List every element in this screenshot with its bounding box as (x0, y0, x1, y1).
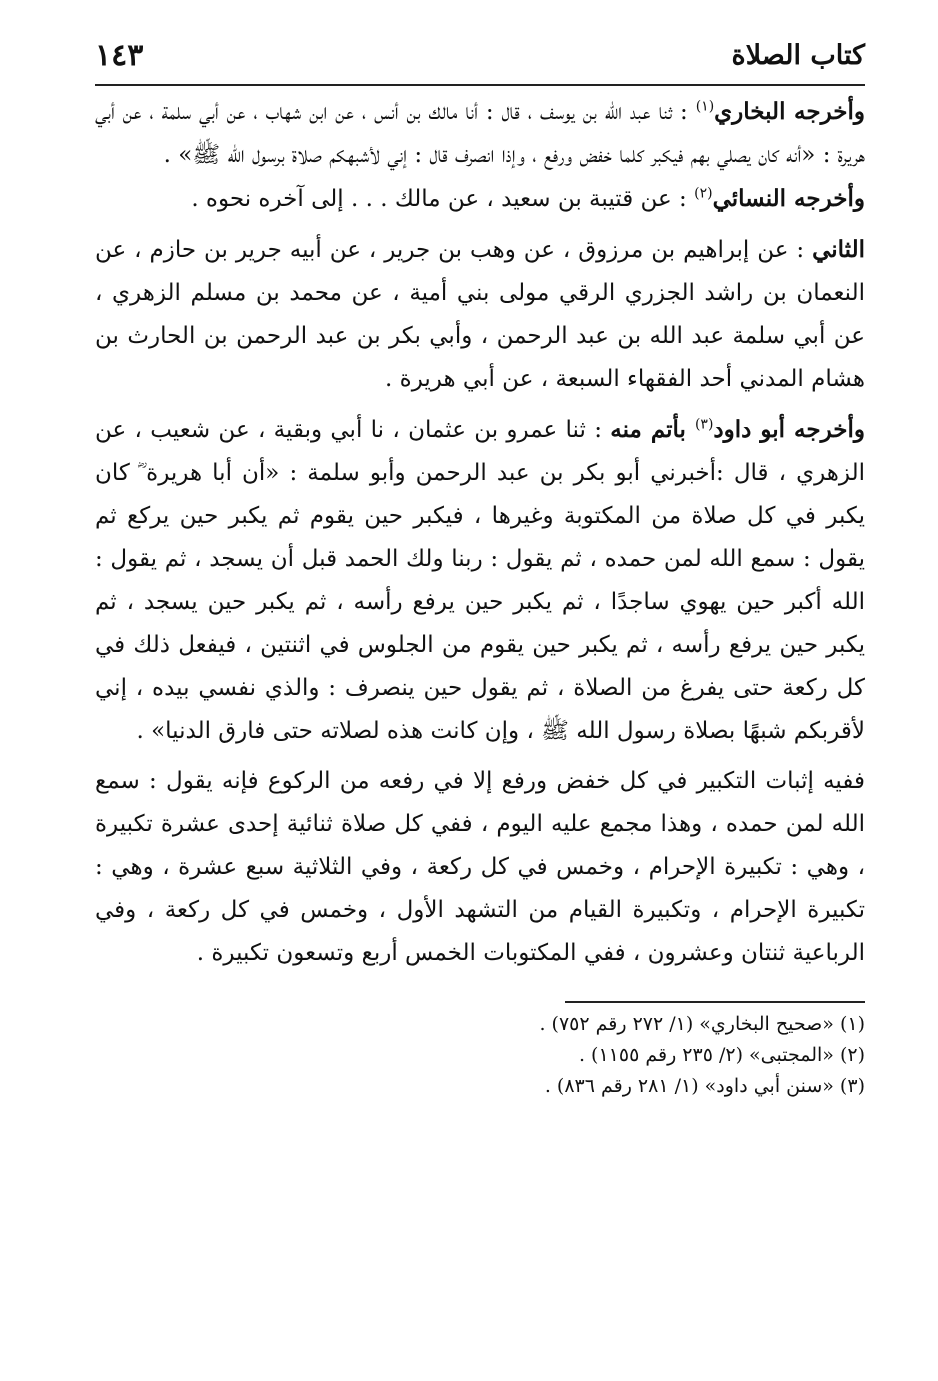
footnote-ref[interactable]: (٢) (694, 185, 713, 202)
paragraph-label: وأخرجه النسائي (712, 185, 865, 212)
footnote-ref[interactable]: (٣) (694, 416, 714, 433)
paragraph-text: : عن إبراهيم بن مرزوق ، عن وهب بن جرير ، عن أبيه جرير بن حازم ، عن النعمان بن راشد الجزري الرقي مولى بني أمية ، عن محمد بن مسلم الزهري ، عن أبي سلمة عبد الله بن عبد الرحمن ، وأبي بكر بن عبد الرحمن بن الحارث بن هشام المدني أحد الفقهاء السبعة ، عن أبي هريرة . (95, 237, 865, 392)
paragraph-bukhari (95, 90, 865, 177)
page-header (95, 28, 865, 86)
paragraph-nasai (95, 177, 865, 221)
footnote-separator (565, 1001, 865, 1003)
footnote-1: (١) «صحيح البخاري» (١/ ٢٧٢ رقم ٧٥٢) . (539, 1013, 865, 1035)
paragraph-text: : ثنا عبد الله بن يوسف ، قال : أنا مالك بن أنس ، عن ابن شهاب ، عن أبي سلمة ، عن أبي هريرة : «أنه كان يصلي بهم فيكبر كلما خفض ورفع ، وإذا انصرف قال : إني لأشبهكم صلاة برسول الله ﷺ» . (95, 99, 865, 168)
footnote-3: (٣) «سنن أبي داود» (١/ ٢٨١ رقم ٨٣٦) . (544, 1075, 865, 1097)
page-number: ١٤٣ (95, 38, 144, 73)
footnote-ref[interactable]: (١) (695, 98, 715, 115)
chapter-title: كتاب الصلاة (731, 40, 865, 71)
paragraph-text: ففيه إثبات التكبير في كل خفض ورفع إلا في رفعه من الركوع فإنه يقول : سمع الله لمن حمده ، وهذا مجمع عليه اليوم ، ففي كل صلاة ثنائية إحدى عشرة تكبيرة ، وهي : تكبيرة الإحرام ، وخمس في كل ركعة ، وفي الثلاثية سبع عشرة ، وهي : تكبيرة الإحرام ، وتكبيرة القيام من التشهد الأول ، وخمس في كل ركعة ، وفي الرباعية ثنتان وعشرون ، ففي المكتوبات الخمس أربع وتسعون تكبيرة . (95, 768, 865, 966)
paragraph-text: : ثنا عمرو بن عثمان ، نا أبي وبقية ، عن شعيب ، عن الزهري ، قال :أخبرني أبو بكر بن عبد الرحمن وأبو سلمة : «أن أبا هريرة ؓ كان يكبر في كل صلاة من المكتوبة وغيرها ، فيكبر حين يقوم ثم يكبر حين يركع ثم يقول : سمع الله لمن حمده ، ثم يقول : ربنا ولك الحمد قبل أن يسجد ، ثم يقول : الله أكبر حين يهوي ساجدًا ، ثم يكبر حين يرفع رأسه ، ثم يكبر حين يسجد ، ثم يكبر حين يرفع رأسه ، ثم يكبر حين يقوم من الجلوس في اثنتين ، فيفعل ذلك في كل ركعة حتى يفرغ من الصلاة ، ثم يقول حين ينصرف : والذي نفسي بيده ، إني لأقربكم شبهًا بصلاة رسول الله ﷺ ، وإن كانت هذه لصلاته حتى فارق الدنيا» . (95, 417, 865, 744)
paragraph-second-chain (95, 228, 865, 401)
paragraph-label: وأخرجه البخاري (714, 98, 866, 125)
paragraph-label: الثاني (812, 236, 865, 263)
paragraph-text: : عن قتيبة بن سعيد ، عن مالك . . . إلى آخره نحوه . (191, 186, 695, 212)
book-page (95, 28, 865, 1348)
footnote-separator-wrap (95, 975, 865, 1003)
paragraph-abu-dawud (95, 408, 865, 753)
paragraph-label-suffix: بأتم منه (610, 416, 695, 443)
footnotes (95, 1009, 865, 1102)
footnote-2: (٢) «المجتبى» (٢/ ٢٣٥ رقم ١١٥٥) . (578, 1044, 865, 1066)
paragraph-label: وأخرجه أبو داود (713, 416, 865, 443)
paragraph-takbir-count (95, 760, 865, 975)
